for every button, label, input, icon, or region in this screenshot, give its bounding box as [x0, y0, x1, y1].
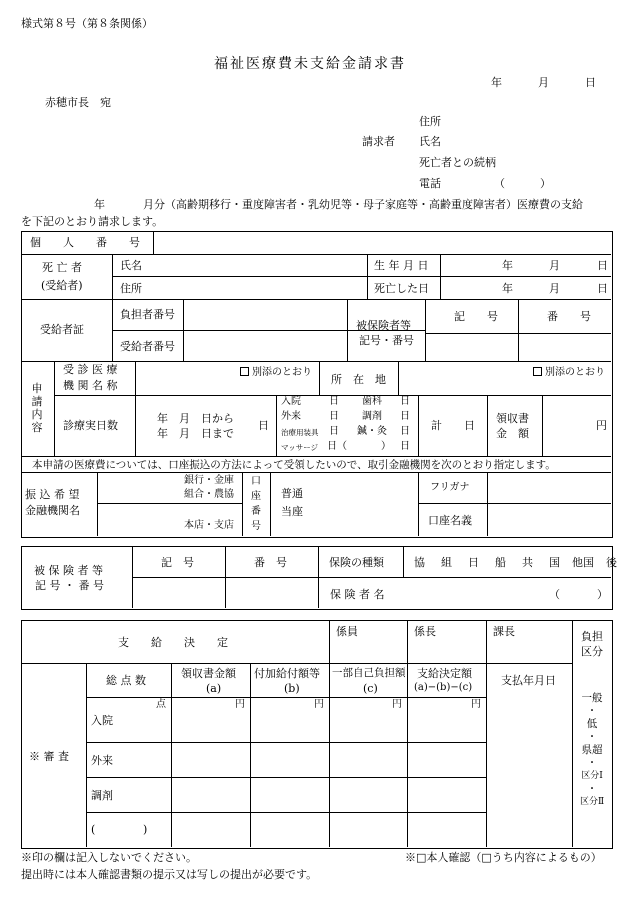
- claimant-label: 請求者: [362, 135, 395, 148]
- chief-label: 係長: [414, 625, 436, 638]
- yen-unit: 円: [392, 699, 402, 710]
- type-day: ）: [381, 441, 391, 452]
- staff-label: 係員: [336, 625, 358, 638]
- location-label: 所 在 地: [331, 373, 386, 386]
- type-day: 日: [400, 441, 410, 452]
- deceased-address-field[interactable]: [154, 277, 366, 298]
- type-dental: 歯科: [362, 396, 382, 407]
- date-day: 日: [585, 76, 596, 89]
- review-table-border: [21, 620, 613, 849]
- intro-line2: を下記のとおり請求します。: [21, 215, 164, 228]
- pay-date-header: 支払年月日: [501, 674, 556, 687]
- insured-label-1: 被 保 険 者 等: [34, 564, 103, 577]
- type-orthosis: 治療用装具: [281, 428, 319, 437]
- type-massage: マッサージ: [281, 443, 319, 452]
- death-day: 日: [597, 282, 608, 295]
- decided-amount-header-2: (a)−(b)−(c): [414, 682, 473, 693]
- symbol-header: 記 号: [161, 556, 194, 569]
- insurer-paren-close: ）: [597, 588, 608, 601]
- deceased-label-2: (受給者): [41, 279, 83, 292]
- recipient-cert-label: 受給者証: [40, 323, 84, 336]
- insured-symbol-header: 記 号: [454, 310, 498, 323]
- deceased-label-1: 死 亡 者: [42, 261, 82, 274]
- claim-content-vertical-label: 申 請 内 容: [31, 382, 43, 434]
- type-day: 日: [400, 411, 410, 422]
- account-checking: 当座: [281, 505, 303, 518]
- footer-note-1: ※印の欄は記入しないでください。: [21, 851, 197, 864]
- transfer-note: 本申請の医療費については、口座振込の方法によって受領したいので、取引金融機関を次のとおり指定します。: [32, 459, 556, 471]
- bank-label-2: 金融機関名: [25, 504, 80, 517]
- bank-type-2: 組合・農協: [184, 489, 234, 500]
- personal-number-field[interactable]: [154, 232, 610, 253]
- row-inpatient: 入院: [91, 714, 113, 727]
- insured-number-header: 番 号: [547, 310, 591, 323]
- insurer-paren-open: （: [549, 588, 560, 601]
- yen-unit: 円: [235, 699, 245, 710]
- burden-label-1: 負担: [581, 630, 603, 643]
- total-days-label: 計 日: [431, 419, 475, 432]
- deceased-name-field[interactable]: [154, 255, 366, 275]
- period-to: 年 月 日まで: [157, 427, 234, 440]
- insured-label-1: 被保険者等: [356, 319, 411, 332]
- row-other-paren-close: ): [143, 823, 148, 836]
- insurance-type-label: 保険の種類: [329, 556, 384, 569]
- row-other-paren-open: (: [91, 823, 96, 836]
- birth-month: 月: [549, 259, 560, 272]
- bank-label-1: 振 込 希 望: [25, 488, 80, 501]
- insurance-type-options[interactable]: 協 組 日 船 共 国 他国 後: [414, 556, 617, 569]
- clinic-separate-checkbox[interactable]: [240, 367, 249, 376]
- yen-unit: 円: [471, 699, 481, 710]
- type-day: 日: [400, 426, 410, 437]
- visit-days-label: 診療実日数: [63, 419, 118, 432]
- number-header: 番 号: [254, 556, 287, 569]
- insurer-name-label: 保 険 者 名: [330, 588, 385, 601]
- claimant-phone-label: 電話: [419, 177, 441, 190]
- date-month: 月: [538, 76, 549, 89]
- insured-label-2: 記号・番号: [359, 334, 414, 347]
- footer-note-2: ※□本人確認（□うち内容によるもの）: [405, 851, 602, 864]
- phone-paren-open: （: [494, 177, 505, 190]
- type-outpatient: 外来: [281, 411, 301, 422]
- insured-number-field[interactable]: [226, 578, 317, 607]
- deceased-name-label: 氏名: [120, 259, 142, 272]
- birth-day: 日: [597, 259, 608, 272]
- copay-header-2: (c): [363, 682, 378, 695]
- account-holder-label: 口座名義: [428, 514, 472, 527]
- receipt-label-1: 領収書: [496, 412, 529, 425]
- period-days: 日: [258, 419, 269, 432]
- row-outpatient: 外来: [91, 754, 113, 767]
- location-separate-checkbox[interactable]: [533, 367, 542, 376]
- footer-note-3: 提出時には本人確認書類の提示又は写しの提出が必要です。: [21, 868, 318, 881]
- period-from: 年 月 日から: [157, 412, 234, 425]
- branch-name-field[interactable]: [98, 504, 182, 535]
- points-unit: 点: [156, 699, 166, 710]
- review-label: ※ 審 査: [29, 750, 69, 763]
- receipt-amount-header-1: 領収書金額: [181, 667, 236, 680]
- form-id: 様式第８号（第８条関係）: [21, 17, 153, 30]
- clinic-label-1: 受 診 医 療: [63, 363, 118, 376]
- death-date-label: 死亡した日: [374, 282, 429, 295]
- intro-year: 年: [94, 198, 105, 211]
- phone-paren-close: ）: [540, 177, 551, 190]
- insured-symbol-field[interactable]: [133, 578, 224, 607]
- claimant-relation-label: 死亡者との続柄: [419, 156, 496, 169]
- recipient-no-field[interactable]: [184, 331, 346, 360]
- location-separate-option[interactable]: 別添のとおり: [533, 367, 605, 378]
- intro-line1: 月分（高齢期移行・重度障害者・乳幼児等・母子家庭等・高齢重度障害者）医療費の支給: [143, 198, 583, 211]
- bank-type-1: 銀行・金庫: [184, 475, 234, 486]
- manager-label: 課長: [493, 625, 515, 638]
- receipt-yen: 円: [596, 419, 607, 432]
- claimant-address-label: 住所: [419, 115, 441, 128]
- clinic-separate-option[interactable]: 別添のとおり: [240, 367, 312, 378]
- type-inpatient: 入院: [281, 396, 301, 407]
- copay-header-1: 一部自己負担額: [332, 667, 406, 679]
- death-year: 年: [502, 282, 513, 295]
- burden-category-list: 一般 ・ 低 ・ 県超 ・ 区分Ⅰ ・ 区分Ⅱ: [579, 692, 605, 807]
- birth-date-label: 生 年 月 日: [374, 259, 429, 272]
- addressee: 赤穂市長 宛: [45, 96, 111, 109]
- personal-number-label: 個 人 番 号: [30, 236, 140, 249]
- death-month: 月: [549, 282, 560, 295]
- decided-amount-header-1: 支給決定額: [417, 667, 472, 680]
- type-pharmacy: 調剤: [362, 411, 382, 422]
- receipt-amount-header-2: (a): [206, 682, 222, 695]
- account-no-vertical-label: 口 座 番 号: [251, 476, 261, 532]
- type-acupuncture: 鍼・灸: [357, 426, 387, 437]
- claimant-name-label: 氏名: [419, 135, 441, 148]
- recipient-no-label: 受給者番号: [120, 340, 175, 353]
- extra-benefit-header-1: 付加給付額等: [254, 667, 320, 680]
- birth-year: 年: [502, 259, 513, 272]
- type-day: 日: [329, 411, 339, 422]
- type-day: 日: [329, 426, 339, 437]
- branch-type: 本店・支店: [184, 520, 234, 531]
- type-day: 日: [400, 396, 410, 407]
- payment-decision-label: 支 給 決 定: [118, 636, 228, 649]
- page-title: 福祉医療費未支給金請求書: [214, 56, 406, 72]
- burden-label-2: 区分: [581, 645, 603, 658]
- payer-no-field[interactable]: [184, 300, 346, 329]
- type-day: 日: [329, 396, 339, 407]
- total-points-header: 総 点 数: [106, 674, 146, 687]
- insured-label-2: 記 号 ・ 番 号: [35, 579, 104, 592]
- furigana-label: フリガナ: [430, 482, 470, 493]
- yen-unit: 円: [314, 699, 324, 710]
- deceased-address-label: 住所: [120, 282, 142, 295]
- row-pharmacy: 調剤: [91, 789, 113, 802]
- account-holder-field[interactable]: [488, 504, 610, 535]
- extra-benefit-header-2: (b): [284, 682, 300, 695]
- receipt-label-2: 金 額: [496, 427, 529, 440]
- account-ordinary: 普通: [281, 487, 303, 500]
- payer-no-label: 負担者番号: [120, 308, 175, 321]
- bank-name-field[interactable]: [98, 473, 182, 502]
- clinic-label-2: 機 関 名 称: [63, 379, 118, 392]
- type-day: 日（: [327, 441, 347, 452]
- date-year: 年: [491, 76, 502, 89]
